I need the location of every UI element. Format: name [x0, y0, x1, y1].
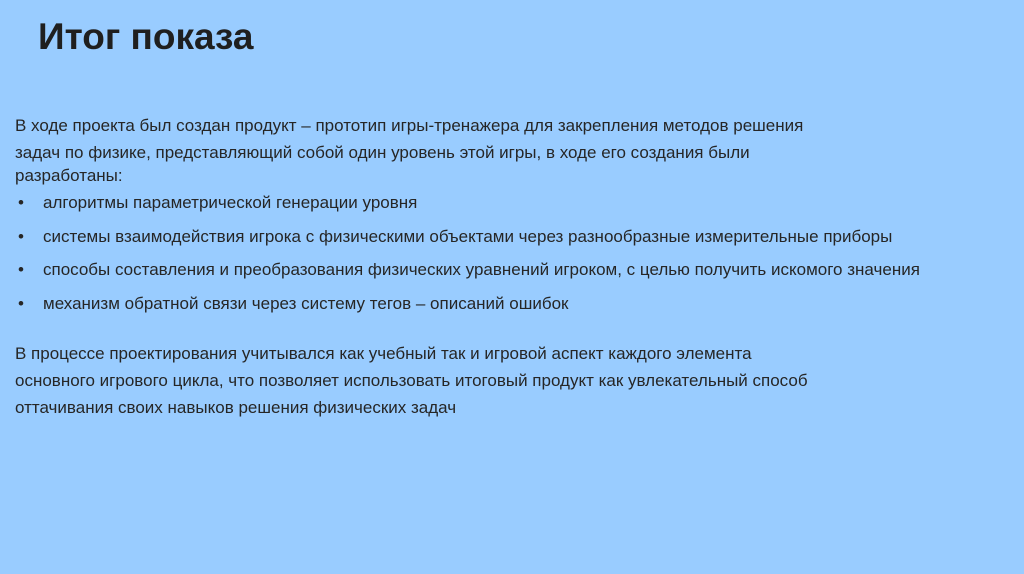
- slide-title: Итог показа: [38, 16, 254, 57]
- conclusion-paragraph: [15, 340, 1015, 421]
- intro-line: В ходе проекта был создан продукт – прототип игры-тренажера для закрепления методов решения: [15, 116, 804, 135]
- bullet-text: системы взаимодействия игрока с физическими объектами через разнообразные измерительные приборы: [43, 226, 893, 246]
- bullet-icon: •: [18, 260, 24, 279]
- intro-line: разработаны:: [15, 166, 123, 185]
- conclusion-line: основного игрового цикла, что позволяет использовать итоговый продукт как увлекательный способ: [15, 371, 808, 390]
- conclusion-line: оттачивания своих навыков решения физических задач: [15, 398, 457, 417]
- intro-line: задач по физике, представляющий собой один уровень этой игры, в ходе его создания были: [15, 143, 750, 162]
- bullet-text: алгоритмы параметрической генерации уровня: [43, 193, 418, 212]
- bullet-icon: •: [18, 293, 24, 313]
- conclusion-line: В процессе проектирования учитывался как учебный так и игровой аспект каждого элемента: [15, 344, 752, 363]
- bullet-item: [15, 287, 1024, 321]
- bullet-item: [15, 220, 1024, 254]
- bullet-item: [15, 186, 1024, 220]
- bullet-icon: •: [18, 226, 24, 246]
- bullet-text: способы составления и преобразования физических уравнений игроком, с целью получить искомого значения: [43, 260, 920, 279]
- bullet-text: механизм обратной связи через систему тегов – описаний ошибок: [43, 293, 569, 313]
- bullet-list: [15, 186, 1015, 320]
- slide-body: [15, 112, 1015, 421]
- bullet-item: [15, 253, 1024, 287]
- bullet-icon: •: [18, 193, 24, 212]
- intro-paragraph: [15, 112, 1015, 186]
